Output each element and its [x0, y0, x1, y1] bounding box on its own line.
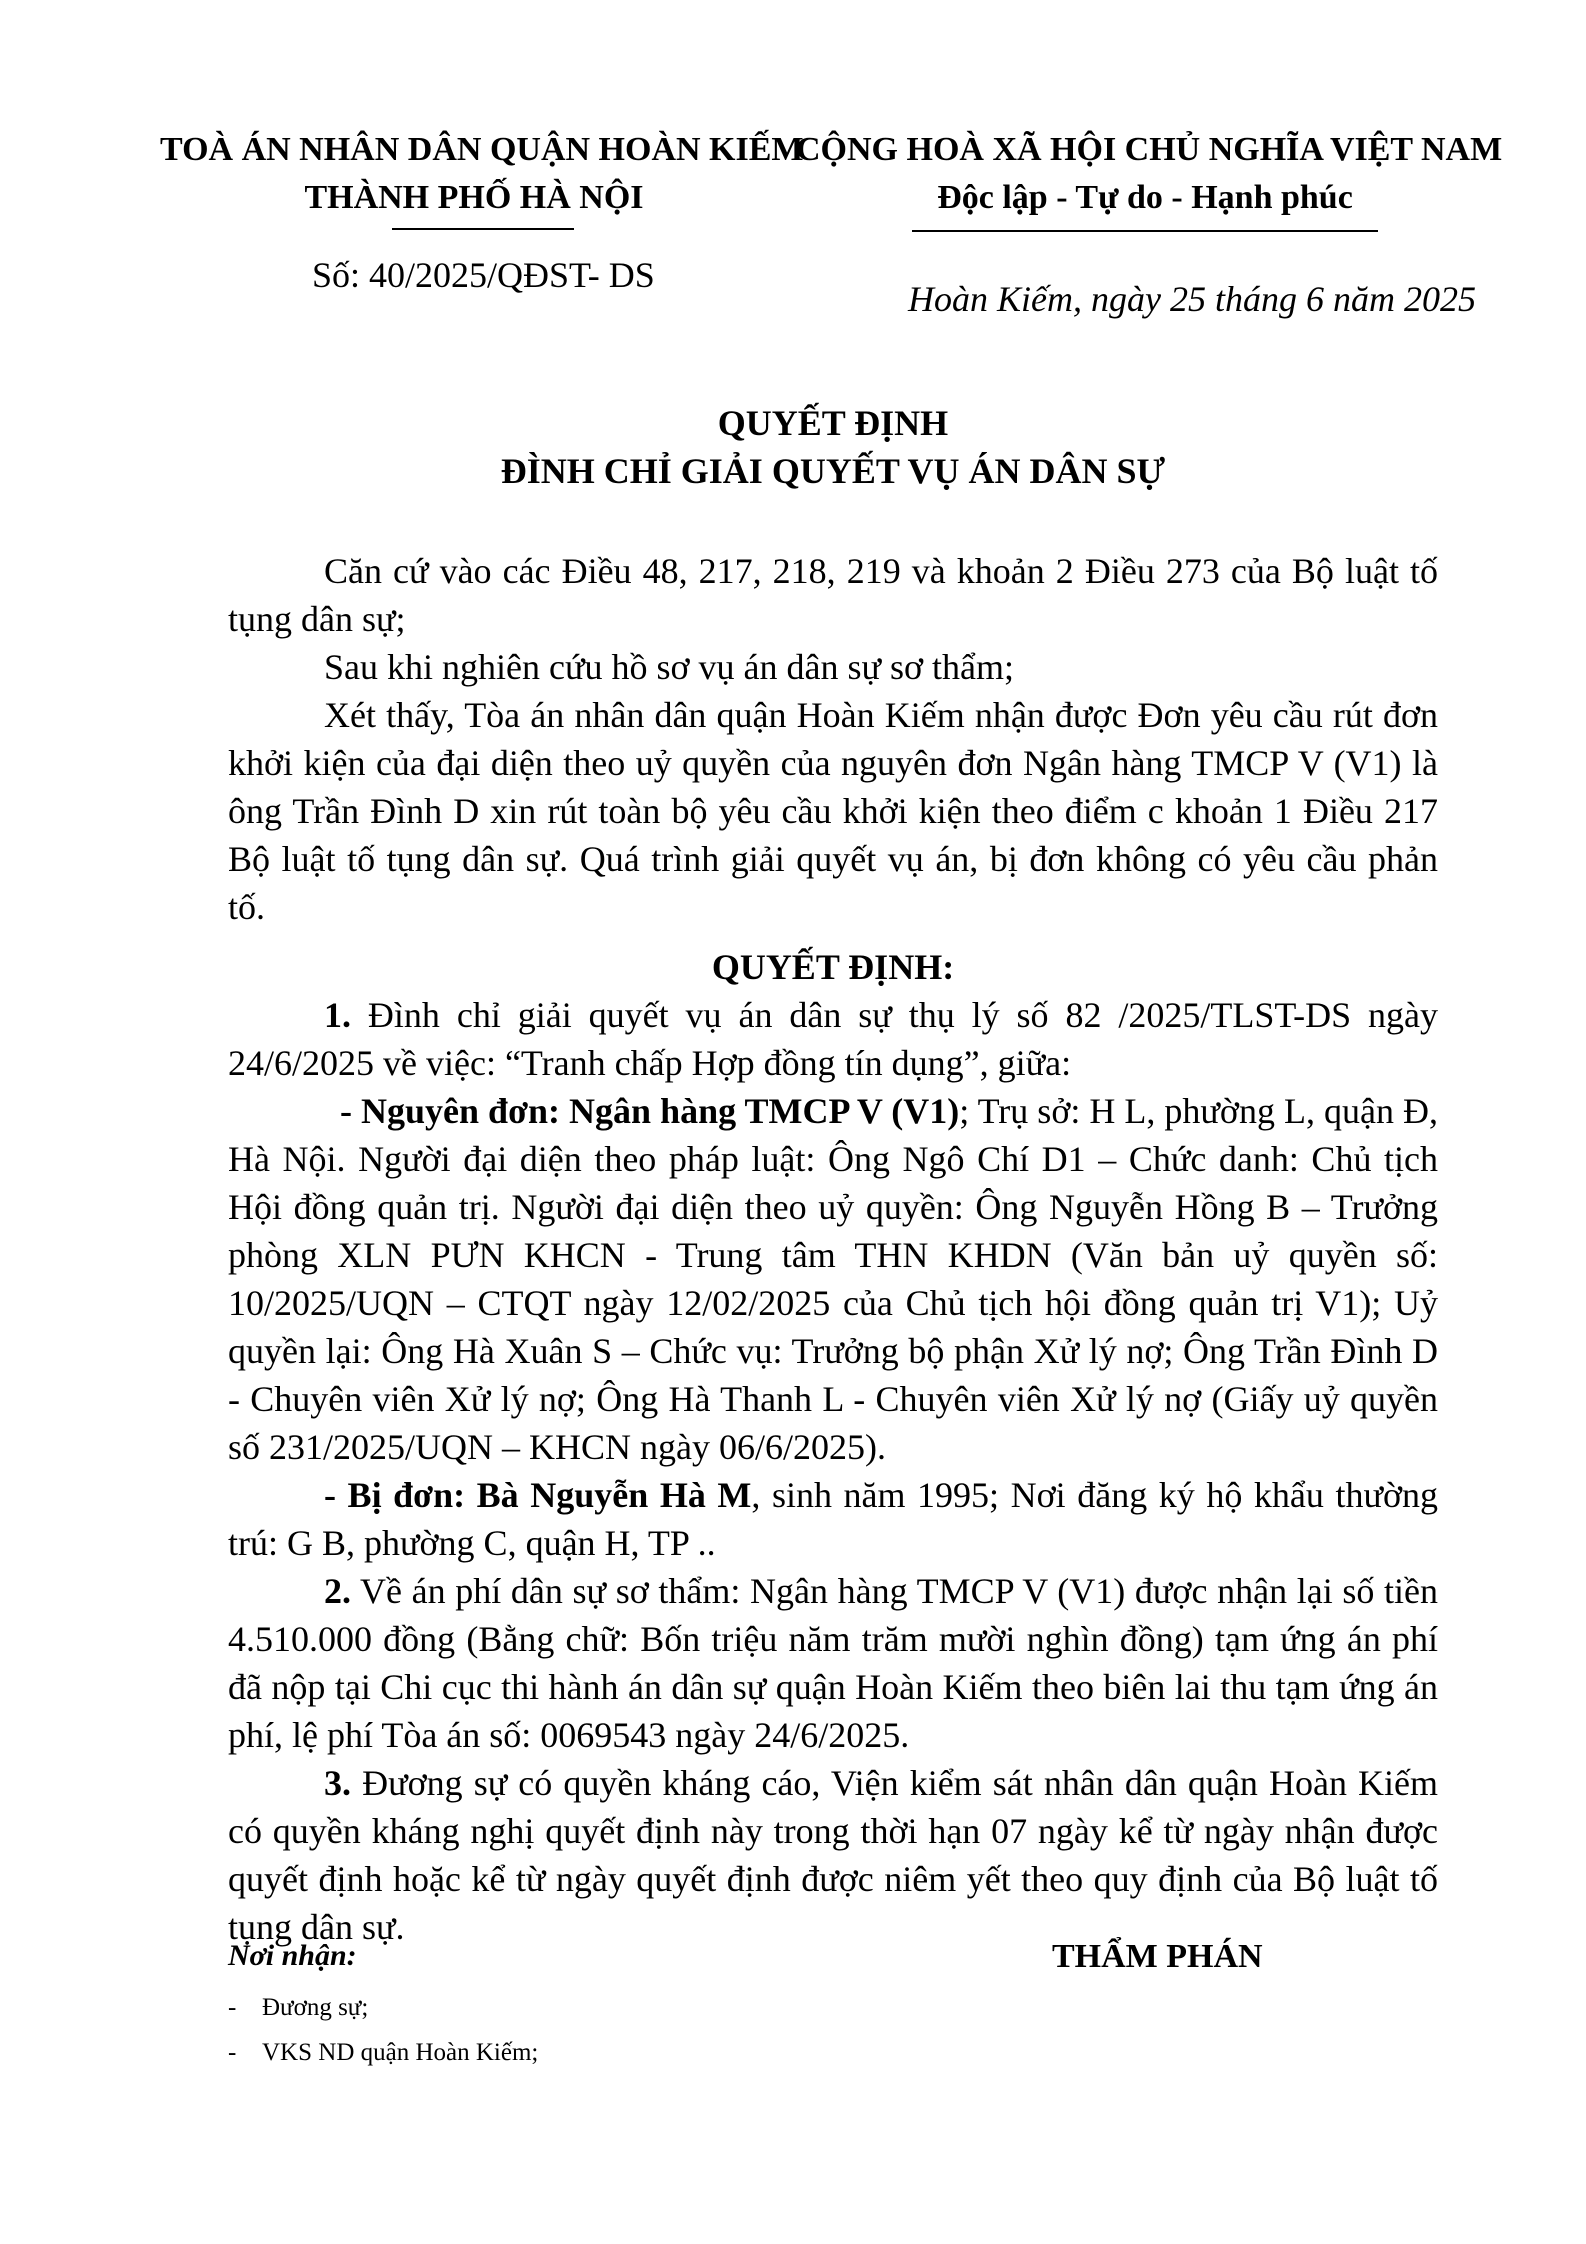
defendant-label: - Bị đơn: Bà Nguyễn Hà M	[324, 1475, 752, 1515]
decision-item-2	[228, 1567, 1438, 1759]
item-2-number: 2.	[324, 1571, 351, 1611]
review-paragraph: Sau khi nghiên cứu hồ sơ vụ án dân sự sơ thẩm;	[324, 647, 1015, 687]
title-line1: QUYẾT ĐỊNH	[717, 403, 949, 443]
defendant-details: , sinh năm 1995; Nơi đăng ký hộ khẩu thường trú: G B, phường C, quận H, TP ..	[228, 1475, 1438, 1563]
court-name-line2: THÀNH PHỐ HÀ NỘI	[304, 179, 644, 216]
document-title	[228, 399, 1438, 495]
decision-item-1	[228, 991, 1438, 1087]
defendant-paragraph	[228, 1471, 1438, 1567]
national-header	[796, 126, 1503, 222]
recipient-text: VKS ND quận Hoàn Kiếm;	[262, 2039, 539, 2066]
signer-title: THẨM PHÁN	[1052, 1938, 1263, 1975]
title-line2: ĐÌNH CHỈ GIẢI QUYẾT VỤ ÁN DÂN SỰ	[500, 451, 1166, 491]
plaintiff-paragraph	[228, 1087, 1438, 1471]
item-3-text: Đương sự có quyền kháng cáo, Viện kiểm sát nhân dân quận Hoàn Kiếm có quyền kháng nghị quyết định này trong thời hạn 07 ngày kể từ ngày nhận được quyết định hoặc kể từ ngày quyết định được niêm yết theo quy định của Bộ luật tố tụng dân sự.	[228, 1763, 1438, 1947]
plaintiff-label: - Nguyên đơn: Ngân hàng TMCP V (V1)	[340, 1091, 960, 1131]
decision-heading: QUYẾT ĐỊNH:	[711, 947, 955, 987]
court-name-line1: TOÀ ÁN NHÂN DÂN QUẬN HOÀN KIẾM	[160, 131, 804, 168]
country-name: CỘNG HOÀ XÃ HỘI CHỦ NGHĨA VIỆT NAM	[796, 131, 1503, 168]
item-1-text: Đình chỉ giải quyết vụ án dân sự thụ lý số 82 /2025/TLST-DS ngày 24/6/2025 về việc: “Tranh chấp Hợp đồng tín dụng”, giữa:	[228, 995, 1438, 1083]
consideration-paragraph: Xét thấy, Tòa án nhân dân quận Hoàn Kiếm nhận được Đơn yêu cầu rút đơn khởi kiện của đại diện theo uỷ quyền của nguyên đơn Ngân hàng TMCP V (V1) là ông Trần Đình D xin rút toàn bộ yêu cầu khởi kiện theo điểm c khoản 1 Điều 217 Bộ luật tố tụng dân sự. Quá trình giải quyết vụ án, bị đơn không có yêu cầu phản tố.	[228, 695, 1438, 927]
document-number: Số: 40/2025/QĐST- DS	[312, 255, 655, 295]
place-date: Hoàn Kiếm, ngày 25 tháng 6 năm 2025	[908, 279, 1476, 319]
court-name	[160, 126, 804, 222]
item-1-number: 1.	[324, 995, 351, 1035]
recipient-item	[228, 2035, 538, 2071]
national-motto: Độc lập - Tự do - Hạnh phúc	[937, 179, 1353, 216]
recipient-text: Đương sự;	[262, 1994, 369, 2021]
recipients-label: Nơi nhận:	[228, 1939, 357, 1972]
court-underline	[392, 228, 574, 230]
decision-item-3	[228, 1759, 1438, 1951]
item-2-text: Về án phí dân sự sơ thẩm: Ngân hàng TMCP V (V1) được nhận lại số tiền 4.510.000 đồng (Bằng chữ: Bốn triệu năm trăm mười nghìn đồng) tạm ứng án phí đã nộp tại Chi cục thi hành án dân sự quận Hoàn Kiếm theo biên lai thu tạm ứng án phí, lệ phí Tòa án số: 0069543 ngày 24/6/2025.	[228, 1571, 1438, 1755]
plaintiff-details: ; Trụ sở: H L, phường L, quận Đ, Hà Nội. Người đại diện theo pháp luật: Ông Ngô Chí D1 – Chức danh: Chủ tịch Hội đồng quản trị. Người đại diện theo uỷ quyền: Ông Nguyễn Hồng B – Trưởng phòng XLN PƯN KHCN - Trung tâm THN KHDN (Văn bản uỷ quyền số: 10/2025/UQN – CTQT ngày 12/02/2025 của Chủ tịch hội đồng quản trị V1); Uỷ quyền lại: Ông Hà Xuân S – Chức vụ: Trưởng bộ phận Xử lý nợ; Ông Trần Đình D - Chuyên viên Xử lý nợ; Ông Hà Thanh L - Chuyên viên Xử lý nợ (Giấy uỷ quyền số 231/2025/UQN – KHCN ngày 06/6/2025).	[228, 1091, 1438, 1467]
legal-basis-paragraph: Căn cứ vào các Điều 48, 217, 218, 219 và khoản 2 Điều 273 của Bộ luật tố tụng dân sự;	[228, 551, 1438, 639]
list-dash: -	[228, 1994, 237, 2021]
motto-underline	[912, 230, 1378, 232]
recipient-item	[228, 1990, 368, 2026]
item-3-number: 3.	[324, 1763, 351, 1803]
list-dash: -	[228, 2039, 237, 2066]
